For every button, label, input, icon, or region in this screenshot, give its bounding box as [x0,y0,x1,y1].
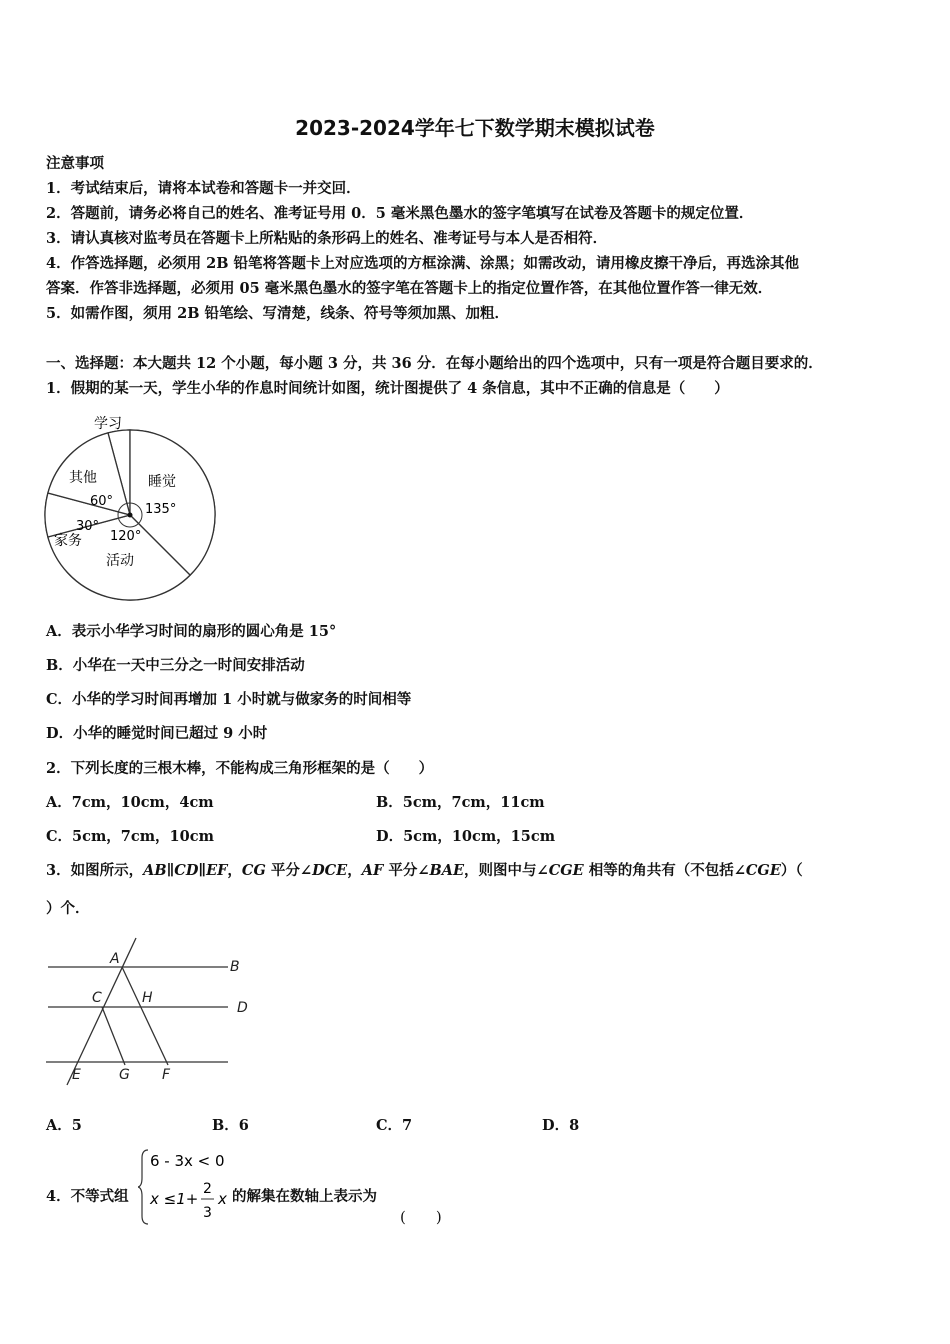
point-e-label: E [72,1067,81,1083]
q3-math: CG [241,862,266,879]
inequality-1: 6 - 3x < 0 [150,1152,225,1170]
label-angle-other: 60° [90,494,114,509]
label-housework: 家务 [54,533,82,549]
question-4-prefix: 4．不等式组 [46,1188,129,1205]
q3-option-d: D．8 [542,1117,580,1134]
inequality-system [138,1146,236,1228]
question-3-stem-end: ）个． [46,900,90,917]
line-af [122,967,168,1065]
pie-chart-group [45,430,215,600]
q1-option-c: C．小华的学习时间再增加 1 小时就与做家务的时间相等 [46,691,412,708]
point-c-label: C [92,990,102,1006]
q2-option-b: B．5cm，7cm，11cm [376,794,545,811]
q3-math: CGE [548,862,584,879]
q1-option-b: B．小华在一天中三分之一时间安排活动 [46,657,305,674]
point-b-label: B [230,959,240,975]
q3-text: ，则图中与∠ [464,862,549,879]
point-g-label: G [119,1067,130,1083]
q1-option-a: A．表示小华学习时间的扇形的圆心角是 15° [46,623,337,640]
question-4-answer-paren: ( ) [400,1208,442,1226]
question-2-stem: 2．下列长度的三根木棒，不能构成三角形框架的是（ ） [46,760,434,777]
note-item: 4．作答选择题，必须用 2B 铅笔将答题卡上对应选项的方框涂满、涂黑；如需改动，请用橡皮擦干净后，再选涂其他 [46,255,800,272]
point-d-label: D [237,1000,248,1016]
inequality-2a: x ≤1+ [150,1190,199,1208]
notes-heading: 注意事项 [46,155,104,172]
note-item: 答案．作答非选择题，必须用 05 毫米黑色墨水的签字笔在答题卡上的指定位置作答，在其他位置作答一律无效． [46,280,773,297]
page-title: 2023-2024学年七下数学期末模拟试卷 [295,116,655,140]
parallel-lines-figure [40,935,265,1093]
q3-text: 平分∠ [383,862,430,879]
q3-math: DCE [312,862,348,879]
note-item: 2．答题前，请务必将自己的姓名、准考证号用 0．5 毫米黑色墨水的签字笔填写在试卷及答题卡的规定位置． [46,205,754,222]
label-study: 学习 [94,416,122,432]
q3-text: 3．如图所示， [46,862,144,879]
question-4-suffix: 的解集在数轴上表示为 [232,1188,377,1205]
q2-option-d: D．5cm，10cm，15cm [376,828,556,845]
q1-option-d: D．小华的睡觉时间已超过 9 小时 [46,725,268,742]
note-item: 5．如需作图，须用 2B 铅笔绘、写清楚，线条、符号等须加黑、加粗． [46,305,510,322]
label-angle-activity: 120° [110,529,142,544]
q3-option-b: B．6 [212,1117,249,1134]
center-dot [128,513,133,518]
note-item: 3．请认真核对监考员在答题卡上所粘贴的条形码上的姓名、准考证号与本人是否相符． [46,230,608,247]
q3-math: AF [361,862,384,879]
q2-option-a: A．7cm，10cm，4cm [46,794,214,811]
label-sleep: 睡觉 [148,474,176,490]
question-1-stem: 1．假期的某一天，学生小华的作息时间统计如图，统计图提供了 4 条信息，其中不正确的信息是（ ） [46,380,729,397]
transversal-ae [67,938,136,1085]
question-3-stem [46,859,803,880]
label-other: 其他 [69,470,97,486]
q3-text: ， [347,862,362,879]
fraction-numerator: 2 [203,1181,212,1197]
q2-option-c: C．5cm，7cm，10cm [46,828,214,845]
q3-option-a: A．5 [46,1117,82,1134]
point-a-label: A [110,951,120,967]
pie-chart [40,408,225,603]
q3-math: BAE [429,862,465,879]
q3-math: CGE [745,862,781,879]
fraction-denominator: 3 [203,1205,212,1221]
left-brace [138,1150,148,1224]
label-angle-sleep: 135° [145,502,177,517]
q3-text: 相等的角共有（不包括∠ [583,862,746,879]
q3-text: 平分∠ [265,862,313,879]
point-h-label: H [142,990,153,1006]
q3-text: ）（ [780,862,803,879]
line-cg [102,1007,125,1065]
q3-math: AB∥CD∥EF [143,862,228,879]
label-angle-housework: 30° [76,519,100,534]
label-activity: 活动 [106,553,134,569]
inequality-2b: x [218,1190,227,1208]
section-heading: 一、选择题：本大题共 12 个小题，每小题 3 分，共 36 分．在每小题给出的四个选项中，只有一项是符合题目要求的． [46,355,823,372]
q3-text: ， [227,862,242,879]
q3-option-c: C．7 [376,1117,413,1134]
point-f-label: F [162,1067,171,1083]
note-item: 1．考试结束后，请将本试卷和答题卡一并交回． [46,180,361,197]
